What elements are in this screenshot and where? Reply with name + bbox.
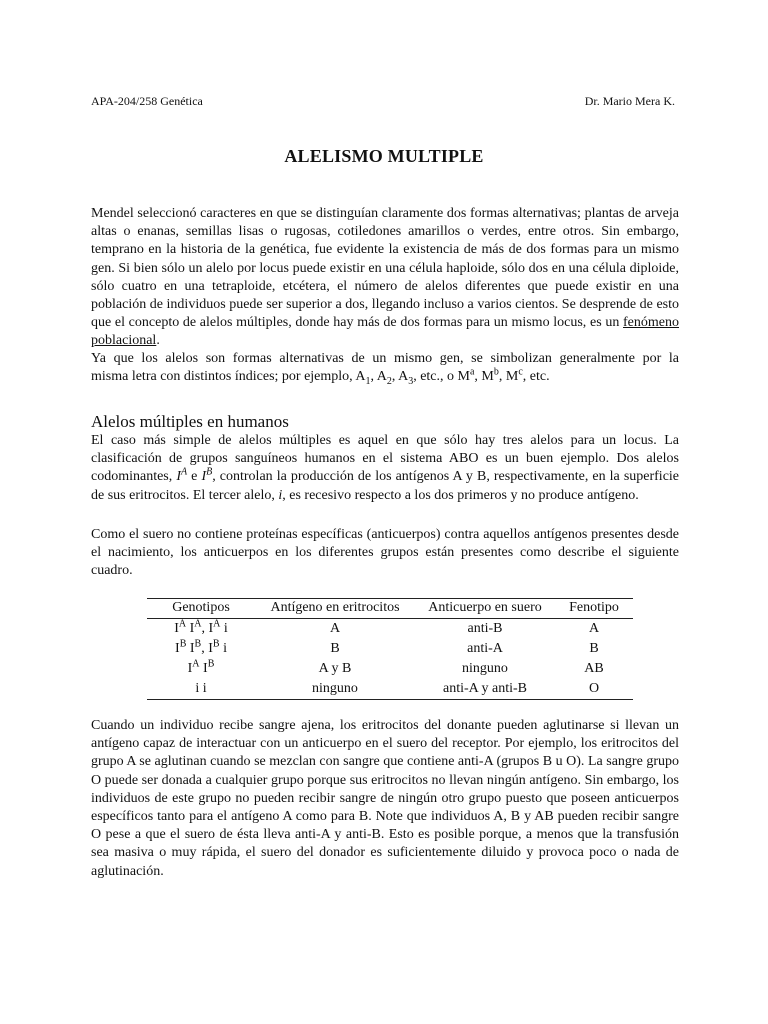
phenotype-cell: B <box>589 641 599 656</box>
genotype-cell: i i <box>195 681 207 696</box>
antibody-cell: anti-A <box>467 641 503 656</box>
antigen-cell: B <box>330 641 340 656</box>
document-title: ALELISMO MULTIPLE <box>284 146 484 166</box>
intro-text: Mendel seleccionó caracteres en que se distinguían claramente dos formas alternativas; plantas de arveja altas o enanas, semillas lisas o rugosas, cotiledones amarillos o verdes, entre otros. Sin embargo, temprano en la historia de la genética, fue evidente la existencia de más de dos formas para un mismo gen. Si bien sólo un alelo por locus puede existir en una célula haploide, sólo dos en una célula diploide, sólo cuatro en una tetraploide, etcétera, el número de alelos diferentes que puede existir en una población de individuos puede ser superior a dos, llegando incluso a varios cientos. Se desprende de esto que el concepto de alelos múltiples, donde hay más de dos formas para un mismo locus, es un <box>91 206 679 331</box>
genotype-cell: $I^A$ $I^B$ <box>187 658 215 676</box>
intro-paragraph: Mendel seleccionó caracteres en que se distinguían claramente dos formas alternativas; plantas de arveja altas o enanas, semillas lisas o rugosas, cotiledones amarillos o verdes, entre otros. Sin embargo, temprano en la historia de la genética, fue evidente la existencia de más de dos formas para un mismo gen. Si bien sólo un alelo por locus puede existir en una célula haploide, sólo dos en una célula diploide, sólo cuatro en una tetraploide, etcétera, el número de alelos diferentes que puede existir en una población de individuos puede ser superior a dos, llegando incluso a varios cientos. Se desprende de esto que el concepto de alelos múltiples, donde hay más de dos formas para un mismo locus, es un fenómeno poblacional. <box>91 206 679 349</box>
abo-table <box>147 598 633 700</box>
antigen-cell: A <box>329 621 341 636</box>
antibody-cell: ninguno <box>462 661 508 676</box>
col-header-antibody: Anticuerpo en suero <box>415 599 555 619</box>
phenotype-cell: AB <box>584 661 604 676</box>
table-row <box>147 679 633 700</box>
symbols-line-1: Ya que los alelos son formas alternativas de un mismo gen, se simbolizan generalmente por la <box>91 351 679 366</box>
author-name: Dr. Mario Mera K. <box>584 94 675 108</box>
col-header-antigen: Antígeno en eritrocitos <box>255 599 415 619</box>
antibody-cell: anti-A y anti-B <box>443 681 527 696</box>
table-row <box>147 639 633 659</box>
genotype-cell: $I^B$ $I^B$, $I^B$ i <box>175 638 227 656</box>
serum-paragraph: Como el suero no contiene proteínas específicas (anticuerpos) contra aquellos antígenos presentes desde el nacimiento, los anticuerpos en los diferentes grupos están presentes como describe el siguiente cuadro. <box>91 527 679 579</box>
symbols-line-2: misma letra con distintos índices; por ejemplo, $A_1$, $A_2$, $A_3$, etc., o $M^a$, $M^b$, $M^c$, etc. <box>91 366 550 387</box>
col-header-genotypes: Genotipos <box>147 599 255 619</box>
section-heading: Alelos múltiples en humanos <box>91 412 289 431</box>
table-row <box>147 619 633 640</box>
abo-paragraph: El caso más simple de alelos múltiples es aquel en que sólo hay tres alelos para un locus. La clasificación de grupos sanguíneos humanos en el sistema ABO es un buen ejemplo. Dos alelos codominantes, $I^A$ e $I^B$, controlan la producción de los antígenos A y B, respectivamente, en la superficie de sus eritrocitos. El tercer alelo, i, es recesivo respecto a los dos primeros y no produce antígeno. <box>91 433 680 503</box>
course-code: APA-204/258 Genética <box>91 94 203 108</box>
antigen-cell: A y B <box>318 661 352 676</box>
phenotype-cell: A <box>588 621 600 636</box>
link-fenomeno-poblacional: fenómeno poblacional <box>91 315 679 349</box>
table-row <box>147 659 633 679</box>
antibody-cell: anti-B <box>467 621 503 636</box>
antigen-cell: ninguno <box>312 681 358 696</box>
transfusion-paragraph: Cuando un individuo recibe sangre ajena, los eritrocitos del donante pueden aglutinarse si llevan un antígeno capaz de interactuar con un anticuerpo en el suero del receptor. Por ejemplo, los eritrocitos del grupo A se aglutinan cuando se mezclan con sangre que contiene anti-A (grupos B u O). La sangre grupo O puede ser donada a cualquier grupo porque sus eritrocitos no llevan ningún antígeno. Sin embargo, los individuos de este grupo no pueden recibir sangre de ningún otro grupo puesto que poseen anticuerpos específicos tanto para el antígeno A como para B. Note que individuos A, B y AB pueden recibir sangre O pese a que el suero de ésta lleva anti-A y anti-B. Esto es posible porque, a menos que la transfusión sea masiva o muy rápida, el suero del donador es suficientemente diluido y provoca poco o nada de aglutinación. <box>91 718 679 879</box>
table-header-row <box>147 599 633 619</box>
phenotype-cell: O <box>588 681 600 696</box>
genotype-cell: $I^A$ $I^A$, $I^A$ i <box>174 618 228 636</box>
col-header-phenotype: Fenotipo <box>555 599 633 619</box>
symbols-paragraph <box>91 350 679 386</box>
page-header <box>91 94 675 109</box>
